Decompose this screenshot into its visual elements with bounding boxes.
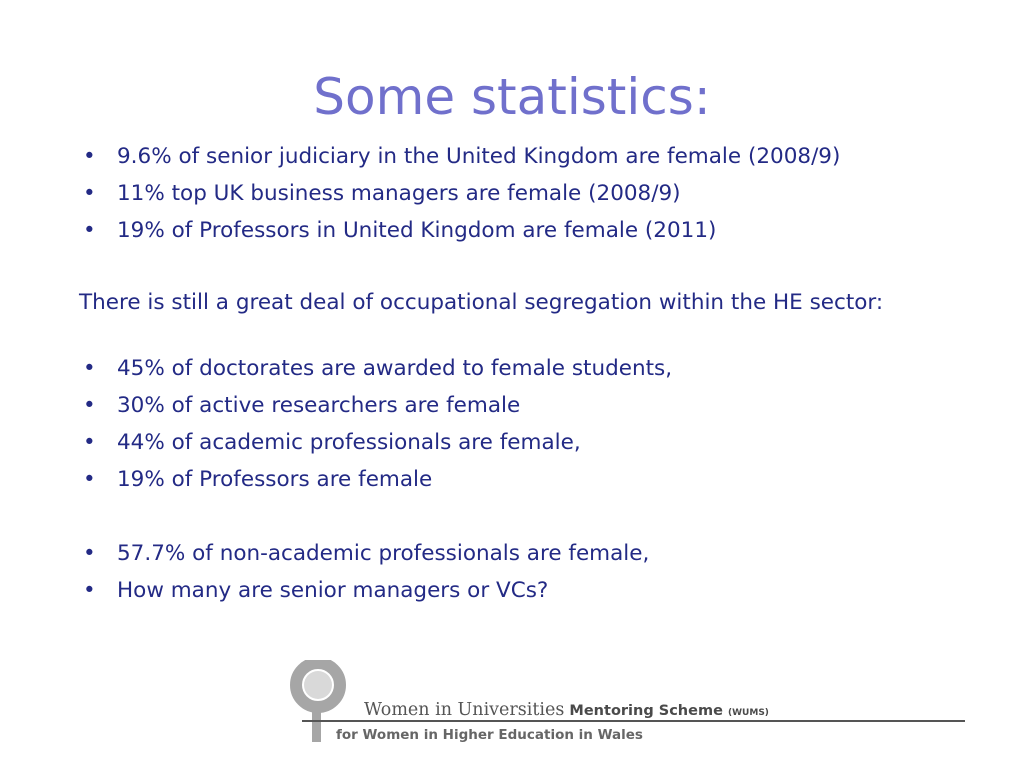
list-item xyxy=(79,175,1009,212)
list-item xyxy=(79,212,1009,249)
list-item-text: 19% of Professors are female xyxy=(117,467,433,492)
list-item xyxy=(79,387,1009,424)
list-item xyxy=(79,424,1009,461)
logo-stem xyxy=(312,704,321,742)
list-item-text: 57.7% of non-academic professionals are female, xyxy=(117,541,650,566)
logo-line1 xyxy=(364,700,769,720)
list-item-text: 19% of Professors in United Kingdom are female (2011) xyxy=(117,218,717,243)
slide-title: Some statistics: xyxy=(313,68,711,126)
list-item xyxy=(79,461,1009,498)
bullet-icon: • xyxy=(83,393,96,418)
logo-acronym: (WUMS) xyxy=(728,708,769,718)
list-item xyxy=(79,138,1009,175)
logo-ring-center xyxy=(304,671,332,699)
bullet-icon: • xyxy=(83,467,96,492)
bullet-list-general-stats xyxy=(79,138,1009,249)
list-item xyxy=(79,572,1009,609)
bullet-icon: • xyxy=(83,218,96,243)
logo-serif-text: Women in Universities xyxy=(364,700,565,720)
wums-logo xyxy=(276,660,976,750)
bullet-list-non-academic xyxy=(79,535,1009,609)
bullet-icon: • xyxy=(83,578,96,603)
list-item xyxy=(79,535,1009,572)
bullet-icon: • xyxy=(83,144,96,169)
list-item-text: 45% of doctorates are awarded to female students, xyxy=(117,356,673,381)
segregation-paragraph: There is still a great deal of occupational segregation within the HE sector: xyxy=(79,290,884,315)
bullet-icon: • xyxy=(83,356,96,381)
list-item-text: 30% of active researchers are female xyxy=(117,393,521,418)
bullet-icon: • xyxy=(83,430,96,455)
bullet-list-he-sector xyxy=(79,350,1009,498)
bullet-icon: • xyxy=(83,181,96,206)
list-item-text: How many are senior managers or VCs? xyxy=(117,578,549,603)
logo-bold-text: Mentoring Scheme xyxy=(569,703,723,719)
list-item-text: 11% top UK business managers are female (2008/9) xyxy=(117,181,681,206)
list-item-text: 9.6% of senior judiciary in the United Kingdom are female (2008/9) xyxy=(117,144,841,169)
list-item-text: 44% of academic professionals are female, xyxy=(117,430,581,455)
logo-divider xyxy=(302,720,965,722)
list-item xyxy=(79,350,1009,387)
slide-content xyxy=(79,138,1009,609)
bullet-icon: • xyxy=(83,541,96,566)
logo-line2: for Women in Higher Education in Wales xyxy=(336,727,643,743)
